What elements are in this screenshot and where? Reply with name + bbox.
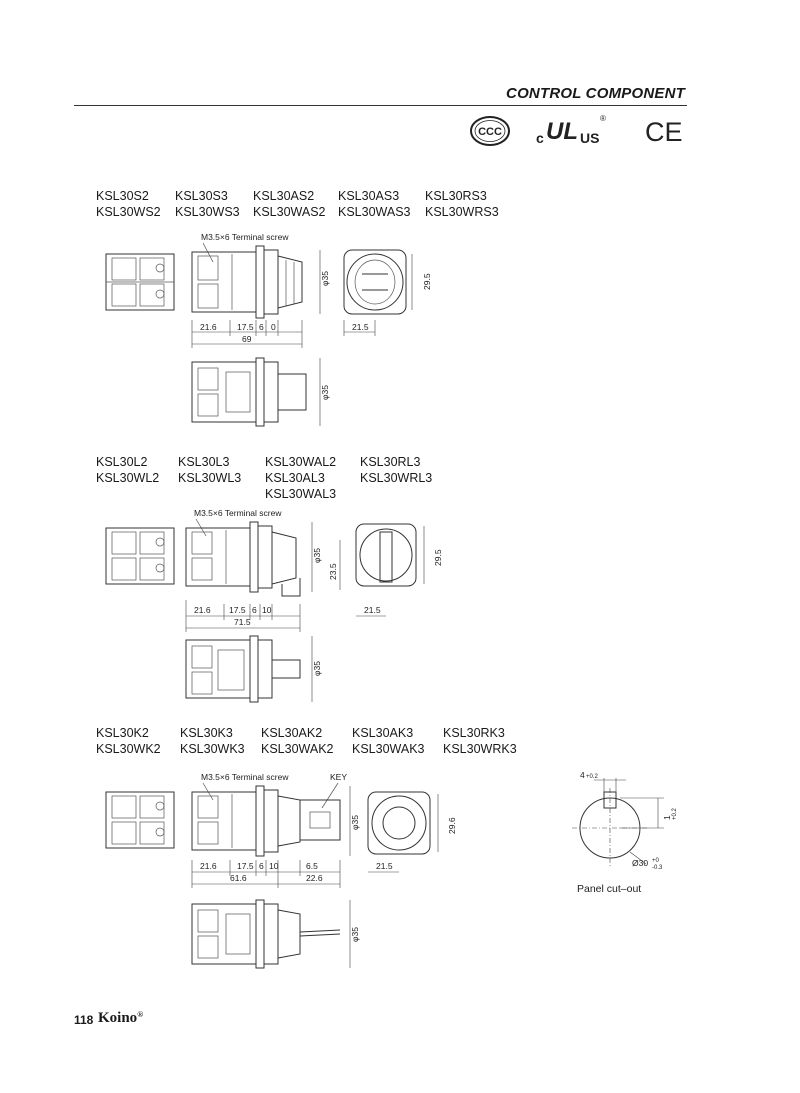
cutout-notch-tol: +0.2	[586, 774, 598, 780]
model-label: KSL30WS3	[175, 205, 240, 219]
dim-label: φ35	[312, 661, 322, 676]
dim-label: 21.5	[352, 322, 369, 332]
dim-label: 6	[259, 861, 264, 871]
ul-main-text: UL	[546, 118, 578, 145]
model-label: KSL30WRK3	[443, 742, 517, 756]
dim-label: 29.6	[447, 817, 457, 834]
rear-view-drawing	[106, 792, 174, 848]
model-label: KSL30K2	[96, 726, 149, 740]
cutout-dia-label: Ø30	[632, 858, 649, 868]
model-label: KSL30WK3	[180, 742, 245, 756]
dim-label: φ35	[320, 385, 330, 400]
front-view-drawing	[368, 792, 438, 854]
page-header-title: CONTROL COMPONENT	[506, 85, 685, 102]
ce-text: CE	[645, 117, 683, 147]
model-label: KSL30S3	[175, 189, 228, 203]
dim-label: 17.5	[229, 605, 246, 615]
dim-label: 6	[259, 322, 264, 332]
dim-label: 21.6	[194, 605, 211, 615]
ul-c-text: c	[536, 130, 544, 146]
side-view-drawing	[192, 786, 340, 856]
dim-label: 17.5	[237, 861, 254, 871]
model-label: KSL30RL3	[360, 455, 421, 469]
dim-label: 21.5	[364, 605, 381, 615]
dim-label: 0	[271, 322, 276, 332]
model-label: KSL30AK2	[261, 726, 323, 740]
model-label: KSL30WRS3	[425, 205, 499, 219]
model-label: KSL30WAL2	[265, 455, 337, 469]
page-number: 118	[74, 1013, 94, 1027]
brand-logo-text: Koino	[98, 1010, 138, 1026]
model-label: KSL30L2	[96, 455, 148, 469]
dim-label: 6	[252, 605, 257, 615]
dim-label: 29.5	[433, 549, 443, 566]
model-label: KSL30WAK3	[352, 742, 425, 756]
model-label: KSL30AL3	[265, 471, 325, 485]
dim-label: 22.6	[306, 873, 323, 883]
dim-label: φ35	[312, 548, 322, 563]
dim-label: 21.6	[200, 322, 217, 332]
panel-cutout-drawing	[572, 778, 664, 868]
model-label: KSL30L3	[178, 455, 230, 469]
dim-label: φ35	[350, 927, 360, 942]
ul-us-text: US	[580, 130, 600, 146]
model-label: KSL30WAL3	[265, 487, 337, 501]
cutout-notch-label: 4	[580, 770, 585, 780]
top-view-drawing	[192, 900, 350, 968]
dim-label: 21.6	[200, 861, 217, 871]
dim-label: φ35	[320, 271, 330, 286]
dim-label: 10	[269, 861, 279, 871]
brand-reg-mark: ®	[137, 1010, 144, 1019]
model-label: KSL30AS3	[338, 189, 400, 203]
model-label: KSL30RS3	[425, 189, 487, 203]
ul-reg-text: ®	[600, 114, 606, 123]
dim-label: 61.6	[230, 873, 247, 883]
model-label: KSL30WRL3	[360, 471, 433, 485]
model-label: KSL30S2	[96, 189, 149, 203]
model-label: KSL30WL3	[178, 471, 242, 485]
dim-label: 69	[242, 334, 252, 344]
model-label: KSL30WS2	[96, 205, 161, 219]
dim-label: 29.5	[422, 273, 432, 290]
terminal-screw-label: M3.5×6 Terminal screw	[194, 508, 282, 518]
dim-label: 21.5	[376, 861, 393, 871]
terminal-screw-label: M3.5×6 Terminal screw	[201, 232, 289, 242]
panel-cutout-caption: Panel cut–out	[577, 883, 642, 895]
dim-label: 71.5	[234, 617, 251, 627]
model-label: KSL30WAK2	[261, 742, 334, 756]
key-label: KEY	[330, 772, 348, 782]
brand-logo	[98, 1010, 143, 1027]
model-label: KSL30WL2	[96, 471, 160, 485]
model-label: KSL30AS2	[253, 189, 315, 203]
dim-label: 6.5	[306, 861, 318, 871]
cutout-dia-tol-lower: -0.3	[652, 865, 663, 871]
dim-label: φ35	[350, 815, 360, 830]
model-label: KSL30WK2	[96, 742, 161, 756]
model-label: KSL30RK3	[443, 726, 505, 740]
cutout-depth-label: 1	[662, 815, 672, 820]
model-label: KSL30AK3	[352, 726, 414, 740]
dim-label: 17.5	[237, 322, 254, 332]
model-label: KSL30WAS3	[338, 205, 411, 219]
model-label: KSL30WAS2	[253, 205, 326, 219]
ccc-text: CCC	[478, 126, 502, 138]
dim-label: 10	[262, 605, 272, 615]
cutout-dia-tol-upper: +0	[652, 858, 659, 864]
terminal-screw-label: M3.5×6 Terminal screw	[201, 772, 289, 782]
dim-label: 23.5	[328, 563, 338, 580]
cutout-depth-tol: +0.2	[672, 808, 678, 820]
model-label: KSL30K3	[180, 726, 233, 740]
